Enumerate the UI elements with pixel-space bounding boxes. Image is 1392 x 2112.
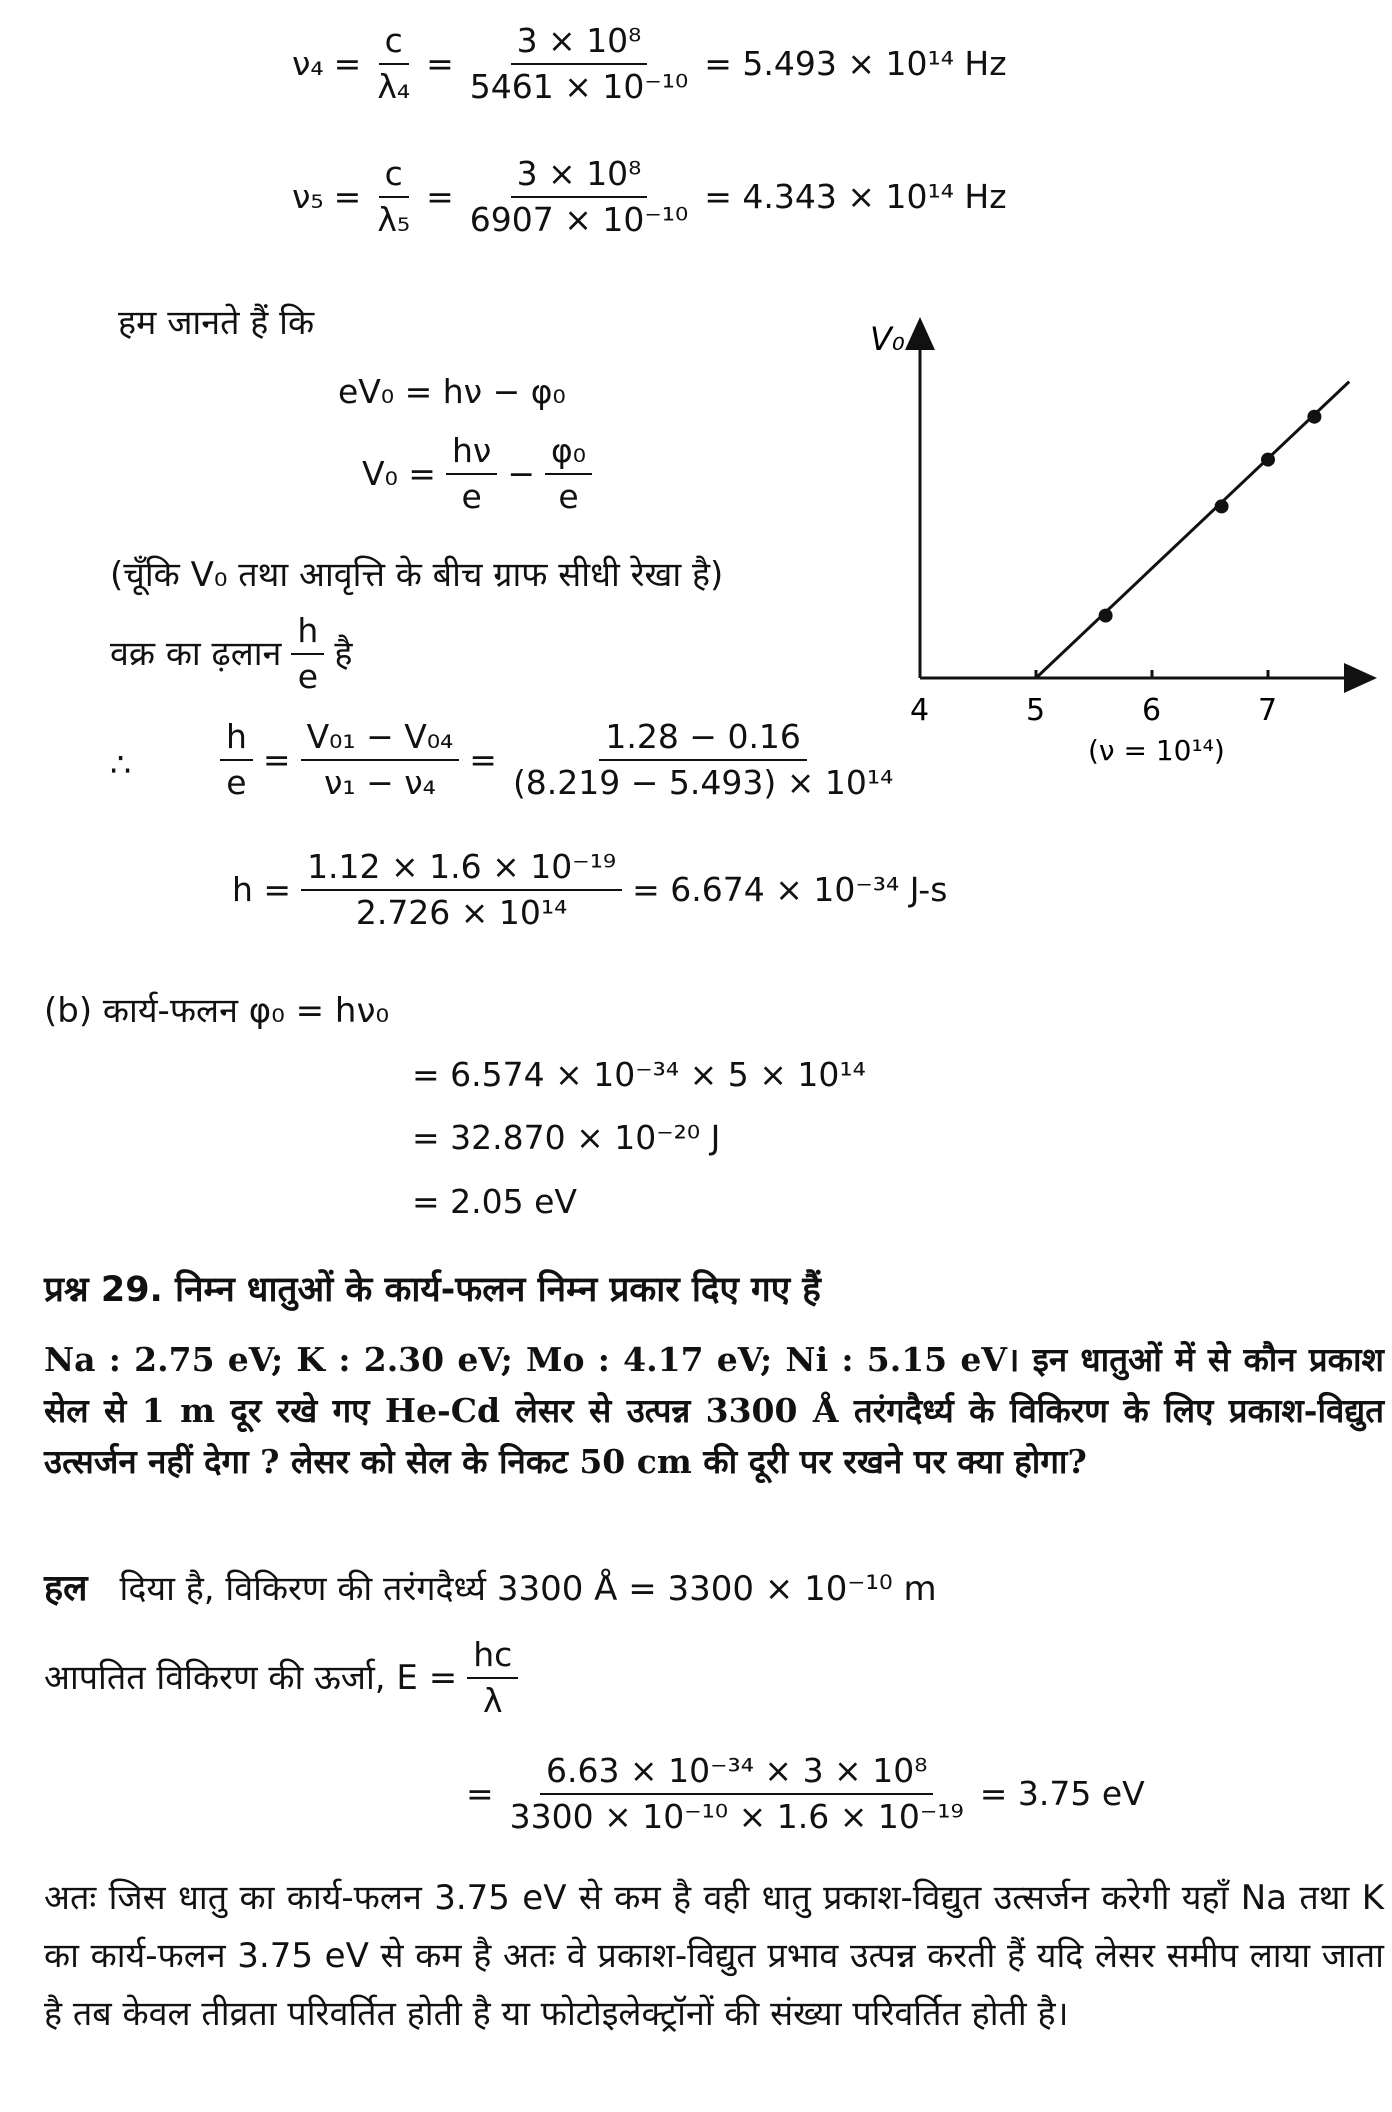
eq-nu5-lhs: ν₅ [292, 177, 324, 217]
eq-nu4 [292, 22, 1007, 106]
x-tick-label: 4 [910, 693, 930, 728]
h-over-e-lhs [220, 718, 253, 802]
eq-photoelectric: eV₀ = hν − φ₀ [338, 372, 566, 411]
minus-sign: − [507, 454, 535, 494]
equals-sign: = [426, 44, 454, 84]
v0-vs-frequency-graph [870, 310, 1380, 770]
solution-line [44, 1560, 937, 1618]
part-b-heading: (b) कार्य-फलन φ₀ = hν₀ [44, 991, 390, 1031]
solution-label: हल [44, 1568, 88, 1609]
energy-fraction [504, 1752, 970, 1836]
equals-sign: = [262, 740, 291, 780]
numerator: 3 × 10⁸ [511, 155, 648, 198]
data-points [1099, 410, 1322, 623]
eq-h [232, 848, 947, 932]
hc-over-lambda [467, 1636, 518, 1720]
data-point [1099, 609, 1113, 623]
denominator: 5461 × 10⁻¹⁰ [469, 66, 689, 106]
eq-nu5 [292, 155, 1007, 239]
slope-text: वक्र का ढ़लान [110, 633, 282, 674]
eq-nu4-result: = 5.493 × 10¹⁴ Hz [704, 44, 1007, 84]
eq-h-over-e [220, 718, 899, 802]
denominator: e [558, 476, 579, 516]
numerator: 3 × 10⁸ [511, 22, 648, 65]
numeric-fraction [507, 718, 899, 802]
part-b-line1: = 6.574 × 10⁻³⁴ × 5 × 10¹⁴ [412, 1055, 866, 1094]
eq-nu5-result: = 4.343 × 10¹⁴ Hz [704, 177, 1007, 217]
numerator: h [220, 718, 253, 761]
x-tick-label: 5 [1026, 693, 1046, 728]
equals-sign: = [466, 1774, 494, 1814]
eq-h-result: = 6.674 × 10⁻³⁴ J-s [632, 870, 948, 910]
slope-line [110, 612, 352, 696]
denominator: ν₁ − ν₄ [323, 762, 436, 802]
denominator: 2.726 × 10¹⁴ [355, 892, 568, 932]
energy-label: आपतित विकिरण की ऊर्जा, E = [44, 1657, 458, 1698]
part-b-line2: = 32.870 × 10⁻²⁰ J [412, 1118, 721, 1157]
numerator: 1.12 × 1.6 × 10⁻¹⁹ [301, 848, 622, 891]
h-over-e [291, 612, 324, 696]
numerator: V₀₁ − V₀₄ [301, 718, 460, 761]
numerator: hν [446, 432, 497, 475]
data-point [1215, 499, 1229, 513]
data-point [1261, 453, 1275, 467]
data-point [1307, 410, 1321, 424]
nu4-fraction [464, 22, 694, 106]
denominator: λ₄ [377, 66, 411, 106]
denominator: e [461, 476, 482, 516]
eq-h-lhs: h = [232, 870, 292, 910]
c-over-lambda5 [371, 155, 416, 239]
numerator: hc [467, 1636, 518, 1679]
part-b-line3: = 2.05 eV [412, 1182, 577, 1221]
solution-given: दिया है, विकिरण की तरंगदैर्ध्य 3300 Å = 3300 × 10⁻¹⁰ m [119, 1568, 937, 1609]
voltage-over-frequency [301, 718, 460, 802]
denominator: (8.219 − 5.493) × 10¹⁴ [512, 762, 894, 802]
denominator: 3300 × 10⁻¹⁰ × 1.6 × 10⁻¹⁹ [509, 1796, 964, 1836]
phi-over-e [545, 432, 592, 516]
numerator: c [379, 22, 409, 65]
numerator: h [291, 612, 324, 655]
known-text: हम जानते हैं कि [118, 303, 315, 343]
fit-line [1036, 382, 1349, 678]
denominator: λ₅ [377, 199, 411, 239]
equals-sign: = [469, 740, 497, 780]
slope-tail: है [334, 633, 353, 674]
energy-calculation [466, 1752, 1145, 1836]
c-over-lambda4 [371, 22, 416, 106]
equals-sign: = [333, 44, 362, 84]
denominator: e [226, 762, 247, 802]
nu5-fraction [464, 155, 694, 239]
y-axis-label: V₀ [870, 320, 905, 358]
denominator: e [297, 656, 319, 696]
eq-v0-lhs: V₀ = [362, 454, 436, 494]
numerator: 6.63 × 10⁻³⁴ × 3 × 10⁸ [540, 1752, 933, 1795]
question-heading: प्रश्न 29. निम्न धातुओं के कार्य-फलन निम्न प्रकार दिए गए हैं [44, 1270, 821, 1310]
numerator: φ₀ [545, 432, 592, 475]
energy-line [44, 1636, 518, 1720]
energy-result: = 3.75 eV [979, 1774, 1145, 1814]
graph-note: (चूँकि V₀ तथा आवृत्ति के बीच ग्राफ सीधी रेखा है) [110, 555, 724, 595]
question-body: Na : 2.75 eV; K : 2.30 eV; Mo : 4.17 eV; Ni : 5.15 eV। इन धातुओं में से कौन प्रकाश सेल से 1 m दूर रखे गए He-Cd लेसर से उत्पन्न 3300 Å तरंगदैर्ध्य के विकिरण के लिए प्रकाश-विद्युत उत्सर्जन नहीं देगा ? लेसर को सेल के निकट 50 cm की दूरी पर रखने पर क्या होगा? [44, 1340, 1384, 1482]
numerator: c [379, 155, 409, 198]
denominator: 6907 × 10⁻¹⁰ [469, 199, 689, 239]
numerator: 1.28 − 0.16 [599, 718, 807, 761]
denominator: λ [482, 1680, 503, 1720]
equals-sign: = [333, 177, 362, 217]
conclusion-paragraph: अतः जिस धातु का कार्य-फलन 3.75 eV से कम है वही धातु प्रकाश-विद्युत उत्सर्जन करेगी यहाँ Na तथा K का कार्य-फलन 3.75 eV से कम है अतः वे प्रकाश-विद्युत प्रभाव उत्पन्न करती हैं यदि लेसर समीप लाया जाता है तब केवल तीव्रता परिवर्तित होती है या फोटोइलेक्ट्रॉनों की संख्या परिवर्तित होती है। [44, 1878, 1384, 2034]
h-fraction [301, 848, 622, 932]
eq-v0 [362, 432, 592, 516]
equals-sign: = [426, 177, 454, 217]
eq-nu4-lhs: ν₄ [292, 44, 324, 84]
x-axis-label: (ν = 10¹⁴) [1088, 734, 1225, 767]
h-nu-over-e [446, 432, 497, 516]
therefore-symbol: ∴ [110, 745, 131, 784]
x-tick-label: 6 [1142, 693, 1162, 728]
x-tick-label: 7 [1258, 693, 1278, 728]
